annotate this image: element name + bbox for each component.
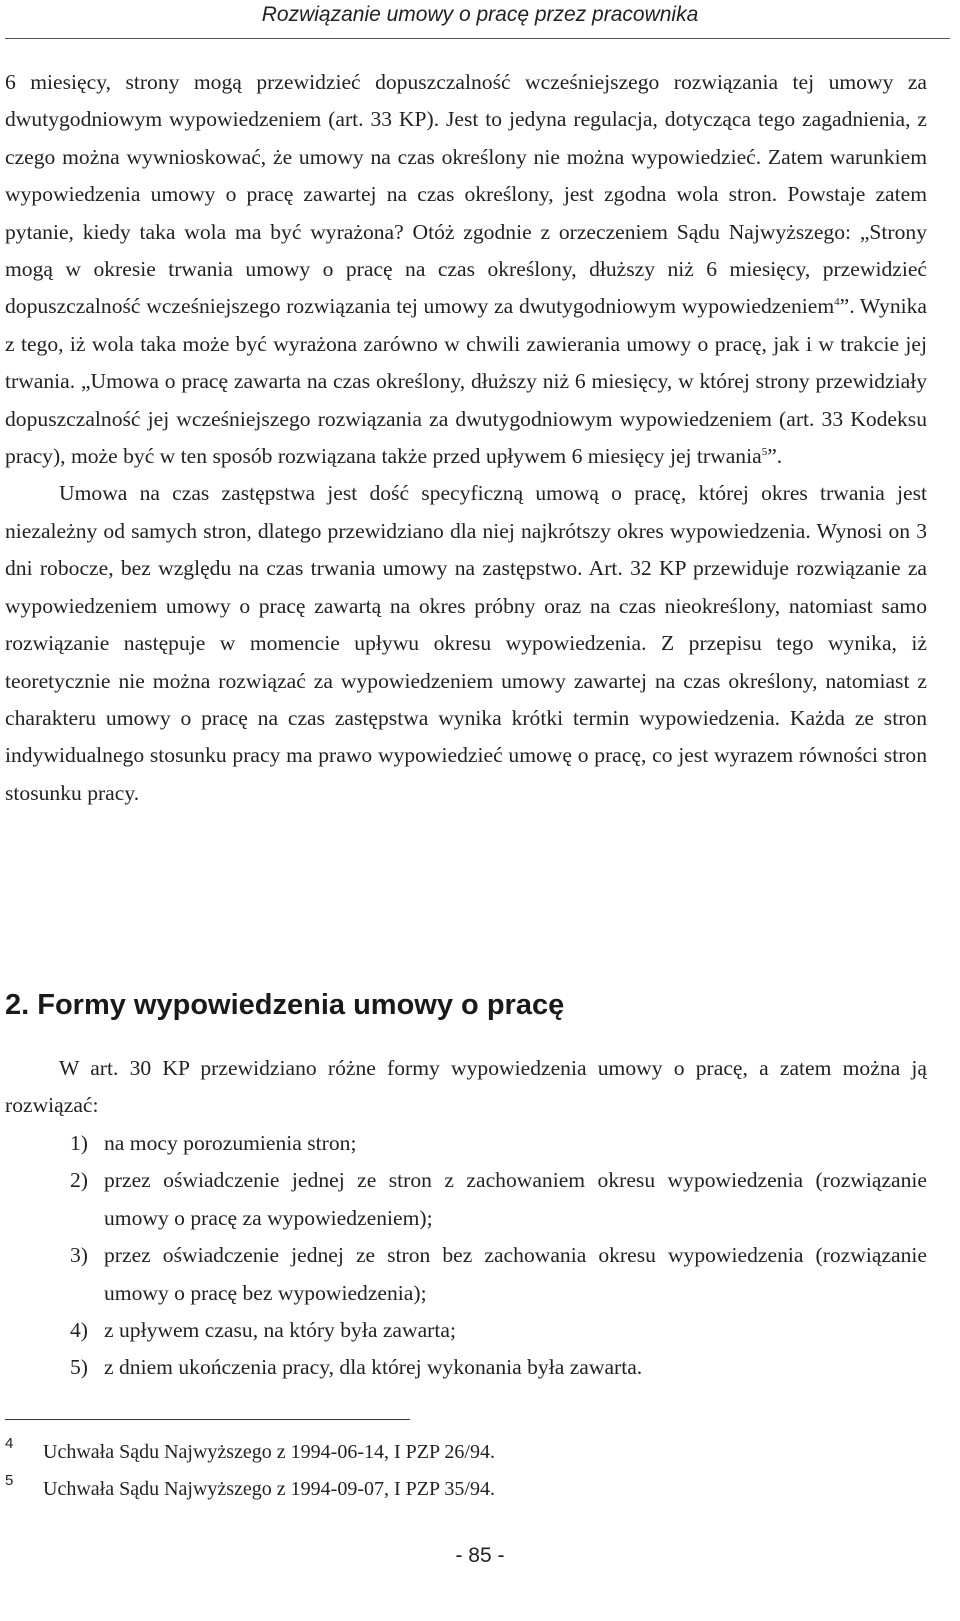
list-item bbox=[70, 1125, 927, 1162]
list-item-text: przez oświadczenie jednej ze stron bez zachowania okresu wypowiedzenia (rozwiązanie umowy o pracę bez wypowiedzenia); bbox=[104, 1243, 927, 1305]
list-item-text: z upływem czasu, na który była zawarta; bbox=[104, 1318, 456, 1343]
section-intro-text: W art. 30 KP przewidziano różne formy wypowiedzenia umowy o pracę, a zatem można ją rozwiązać: bbox=[5, 1056, 927, 1118]
list-item-text: z dniem ukończenia pracy, dla której wykonania była zawarta. bbox=[104, 1355, 643, 1380]
footnote-number: 5 bbox=[5, 1472, 14, 1489]
list-item-number: 4) bbox=[70, 1318, 88, 1343]
paragraph-1-text-a: 6 miesięcy, strony mogą przewidzieć dopuszczalność wcześniejszego rozwiązania tej umowy za dwutygodniowym wypowiedzeniem (art. 33 KP). Jest to jedyna regulacja, dotycząca tego zagadnienia, z czego można wywnioskować, że umowy na czas określony nie można wypowiedzieć. Zatem warunkiem wypowiedzenia umowy o pracę zawartej na czas określony, jest zgodna wola stron. Powstaje zatem pytanie, kiedy taka wola ma być wyrażona? Otóż zgodnie z orzeczeniem Sądu Najwyższego: „Strony mogą w okresie trwania umowy o pracę na czas określony, dłuższy niż 6 miesięcy, przewidzieć dopuszczalność wcześniejszego rozwiązania tej umowy za dwutygodniowym wypowiedzeniem bbox=[5, 70, 927, 319]
section-intro bbox=[5, 1050, 927, 1125]
list-item bbox=[70, 1162, 927, 1237]
footnote-ref-4: 4 bbox=[834, 296, 840, 309]
list-item-number: 2) bbox=[70, 1168, 88, 1193]
list-item-number: 1) bbox=[70, 1131, 88, 1155]
paragraph-2: Umowa na czas zastępstwa jest dość specyficzną umową o pracę, której okres trwania jest niezależny od samych stron, dlatego przewidziano dla niej najkrótszy okres wypowiedzenia. Wynosi on 3 dni robocze, bez względu na czas trwania umowy na zastępstwo. Art. 32 KP przewiduje rozwiązanie za wypowiedzeniem umowy o pracę zawartą na okres próbny oraz na czas nieokreślony, natomiast samo rozwiązanie następuje w momencie upływu okresu wypowiedzenia. Z przepisu tego wynika, iż teoretycznie nie można rozwiązać za wypowiedzeniem umowy zawartej na czas określony, natomiast z charakteru umowy o pracę na czas zastępstwa wynika krótki termin wypowiedzenia. Każda ze stron indywidualnego stosunku pracy ma prawo wypowiedzieć umowę o pracę, co jest wyrazem równości stron stosunku pracy. bbox=[5, 481, 927, 805]
footnote-text: Uchwała Sądu Najwyższego z 1994-06-14, I PZP 26/94. bbox=[43, 1441, 495, 1463]
paragraph-1-text-c: ”. bbox=[767, 444, 783, 469]
footnote-number: 4 bbox=[5, 1435, 14, 1452]
footnote-ref-5: 5 bbox=[761, 445, 768, 458]
list-item-text: przez oświadczenie jednej ze stron z zachowaniem okresu wypowiedzenia (rozwiązanie umowy o pracę za wypowiedzeniem); bbox=[104, 1168, 927, 1230]
list-item bbox=[70, 1312, 927, 1349]
list-item-number: 5) bbox=[70, 1355, 88, 1380]
page-number: - 85 - bbox=[455, 1544, 505, 1567]
running-header: Rozwiązanie umowy o pracę przez pracownika bbox=[261, 3, 699, 26]
paragraph-1-text-b: ”. Wynika z tego, iż wola taka może być wyrażona zarówno w chwili zawierania umowy o pracę, jak i w trakcie jej trwania. „Umowa o pracę zawarta na czas określony, dłuższy niż 6 miesięcy, w której strony przewidziały dopuszczalność jej wcześniejszego rozwiązania za dwutygodniowym wypowiedzeniem (art. 33 Kodeksu pracy), może być w ten sposób rozwiązana także przed upływem 6 miesięcy jej trwania bbox=[5, 294, 927, 469]
body-text bbox=[5, 64, 927, 812]
header-divider bbox=[5, 38, 950, 39]
list-item-number: 3) bbox=[70, 1243, 88, 1268]
footnote-text: Uchwała Sądu Najwyższego z 1994-09-07, I PZP 35/94. bbox=[43, 1478, 495, 1500]
list-item bbox=[70, 1349, 927, 1386]
list-item-text: na mocy porozumienia stron; bbox=[104, 1131, 357, 1155]
paragraph-1 bbox=[5, 64, 927, 475]
footnote-divider bbox=[5, 1419, 410, 1420]
termination-forms-list bbox=[70, 1125, 927, 1387]
section-heading: 2. Formy wypowiedzenia umowy o pracę bbox=[5, 989, 565, 1021]
list-item bbox=[70, 1237, 927, 1312]
